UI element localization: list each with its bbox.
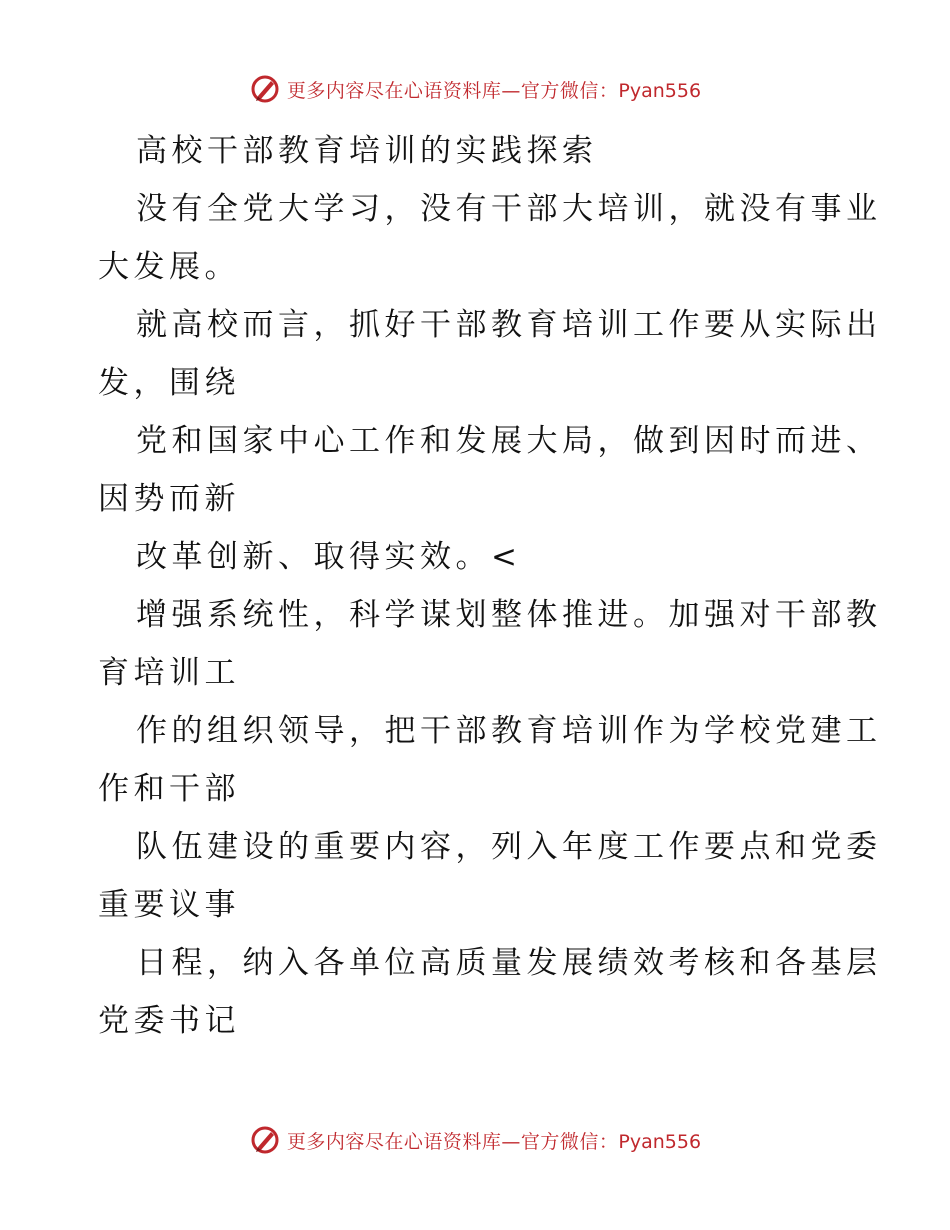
- paragraph: [98, 296, 882, 412]
- paragraph-line: 日程，纳入各单位高质量发展绩效考核和各基层: [136, 945, 882, 981]
- paragraph: [98, 818, 882, 934]
- wechat-account: Pyan556: [618, 79, 702, 102]
- paragraph-line: 育培训工: [98, 655, 240, 691]
- paragraph: [98, 528, 858, 586]
- paragraph-line: 改革创新、取得实效。<: [136, 539, 522, 575]
- paragraph: [98, 934, 882, 1050]
- footer-banner: [0, 1123, 950, 1157]
- pen-logo-icon: [249, 1124, 281, 1156]
- paragraph-line: 大发展。: [98, 249, 240, 285]
- paragraph: [98, 586, 882, 702]
- paragraph-line: 队伍建设的重要内容，列入年度工作要点和党委: [136, 829, 882, 865]
- document-title: 高校干部教育培训的实践探索: [136, 133, 598, 169]
- paragraph: [98, 180, 882, 296]
- paragraph: [98, 412, 882, 528]
- paragraph-line: 党委书记: [98, 1003, 240, 1039]
- paragraph-line: 增强系统性，科学谋划整体推进。加强对干部教: [136, 597, 882, 633]
- paragraph-line: 作的组织领导，把干部教育培训作为学校党建工: [136, 713, 882, 749]
- paragraph-list: [98, 180, 882, 1050]
- paragraph-line: 党和国家中心工作和发展大局，做到因时而进、: [136, 423, 882, 459]
- banner-text: 更多内容尽在心语资料库—官方微信：Pyan556: [286, 79, 702, 102]
- paragraph-line: 没有全党大学习，没有干部大培训，就没有事业: [136, 191, 882, 227]
- paragraph-line: 重要议事: [98, 887, 240, 923]
- header-banner: [0, 72, 950, 106]
- pen-logo-icon: [249, 73, 281, 105]
- banner-text: 更多内容尽在心语资料库—官方微信：Pyan556: [286, 1130, 702, 1153]
- wechat-account: Pyan556: [618, 1130, 702, 1153]
- paragraph-line: 因势而新: [98, 481, 240, 517]
- paragraph-line: 就高校而言，抓好干部教育培训工作要从实际出: [136, 307, 882, 343]
- paragraph-line: 作和干部: [98, 771, 240, 807]
- document-body: [98, 122, 882, 1050]
- paragraph-line: 发，围绕: [98, 365, 240, 401]
- paragraph: [98, 702, 882, 818]
